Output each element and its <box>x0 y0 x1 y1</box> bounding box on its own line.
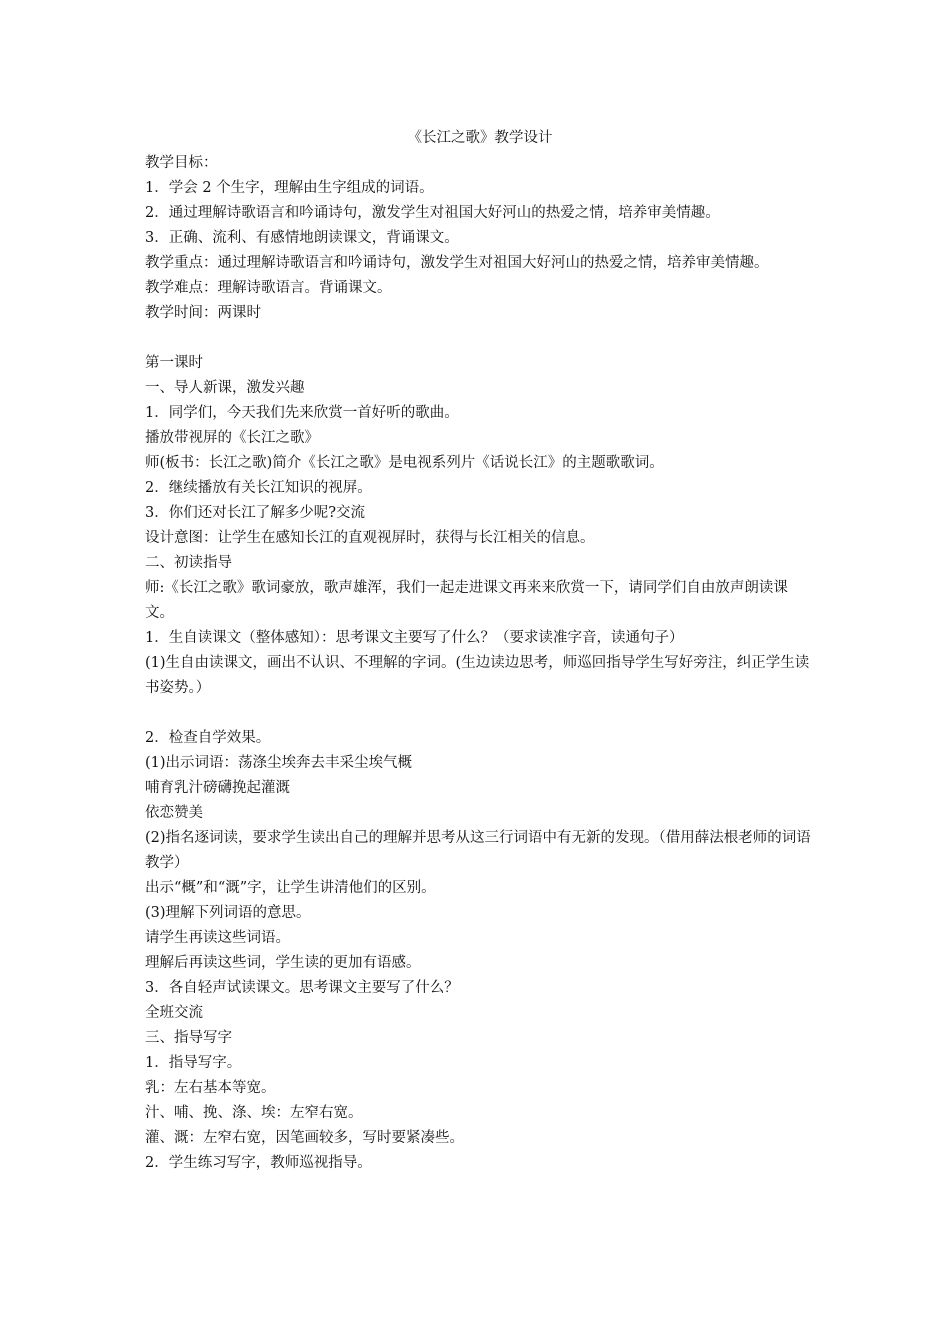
paragraph-line: 2．学生练习写字，教师巡视指导。 <box>145 1155 372 1171</box>
paragraph-line: 第一课时 <box>145 355 203 371</box>
paragraph-line: (2)指名逐词读，要求学生读出自己的理解并思考从这三行词语中有无新的发现。（借用薛法根老师的词语教学） <box>145 830 811 871</box>
paragraph-line: 教学目标： <box>145 155 218 171</box>
blank-line <box>145 326 815 351</box>
blank-line <box>145 701 815 726</box>
paragraph-line: (3)理解下列词语的意思。 <box>145 905 311 921</box>
paragraph-line: 3．各自轻声试读课文。思考课文主要写了什么？ <box>145 980 459 996</box>
paragraph-line: 三、指导写字 <box>145 1030 232 1046</box>
paragraph-line: 请学生再读这些词语。 <box>145 930 290 946</box>
paragraph-line: 理解后再读这些词，学生读的更加有语感。 <box>145 955 421 971</box>
paragraph-line: 汁、哺、挽、涤、埃：左窄右宽。 <box>145 1105 363 1121</box>
paragraph-line: 2．检查自学效果。 <box>145 730 271 746</box>
paragraph-line: 全班交流 <box>145 1005 203 1021</box>
paragraph-line: 1．同学们，今天我们先来欣赏一首好听的歌曲。 <box>145 405 459 421</box>
paragraph-line: 设计意图：让学生在感知长江的直观视屏时，获得与长江相关的信息。 <box>145 530 595 546</box>
paragraph-line: 师(板书：长江之歌)简介《长江之歌》是电视系列片《话说长江》的主题歌歌词。 <box>145 455 664 471</box>
paragraph-line: 播放带视屏的《长江之歌》 <box>145 430 319 446</box>
paragraph-line: 3．正确、流利、有感情地朗读课文，背诵课文。 <box>145 230 459 246</box>
paragraph-line: (1)生自由读课文，画出不认识、不理解的字词。(生边读边思考，师巡回指导学生写好旁注，纠正学生读书姿势。） <box>145 655 810 696</box>
paragraph-line: 1．生自读课文（整体感知）：思考课文主要写了什么？（要求读准字音，读通句子） <box>145 630 684 646</box>
document-body <box>145 151 815 1176</box>
paragraph-line: 1．学会 2 个生字，理解由生字组成的词语。 <box>145 180 434 196</box>
paragraph-line: 灌、溉：左窄右宽，因笔画较多，写时要紧凑些。 <box>145 1130 464 1146</box>
paragraph-line: 3．你们还对长江了解多少呢?交流 <box>145 505 365 521</box>
paragraph-line: 2．通过理解诗歌语言和吟诵诗句，激发学生对祖国大好河山的热爱之情，培养审美情趣。 <box>145 205 720 221</box>
paragraph-line: 2．继续播放有关长江知识的视屏。 <box>145 480 372 496</box>
paragraph-line: 教学重点：通过理解诗歌语言和吟诵诗句，激发学生对祖国大好河山的热爱之情，培养审美情趣。 <box>145 255 769 271</box>
paragraph-line: 师:《长江之歌》歌词豪放，歌声雄浑，我们一起走进课文再来来欣赏一下，请同学们自由放声朗读课文。 <box>145 580 788 621</box>
paragraph-line: 哺育乳汁磅礴挽起灌溉 <box>145 780 290 796</box>
paragraph-line: 乳：左右基本等宽。 <box>145 1080 276 1096</box>
paragraph-line: 教学时间：两课时 <box>145 305 261 321</box>
paragraph-line: 教学难点：理解诗歌语言。背诵课文。 <box>145 280 392 296</box>
document-title: 《长江之歌》教学设计 <box>407 130 553 146</box>
paragraph-line: 依恋赞美 <box>145 805 203 821</box>
paragraph-line: (1)出示词语：荡涤尘埃奔去丰采尘埃气概 <box>145 755 413 771</box>
paragraph-line: 出示“概”和“溉”字，让学生讲清他们的区别。 <box>145 880 436 896</box>
paragraph-line: 1．指导写字。 <box>145 1055 242 1071</box>
paragraph-line: 二、初读指导 <box>145 555 232 571</box>
document-page <box>145 126 815 1176</box>
paragraph-line: 一、导人新课，激发兴趣 <box>145 380 305 396</box>
